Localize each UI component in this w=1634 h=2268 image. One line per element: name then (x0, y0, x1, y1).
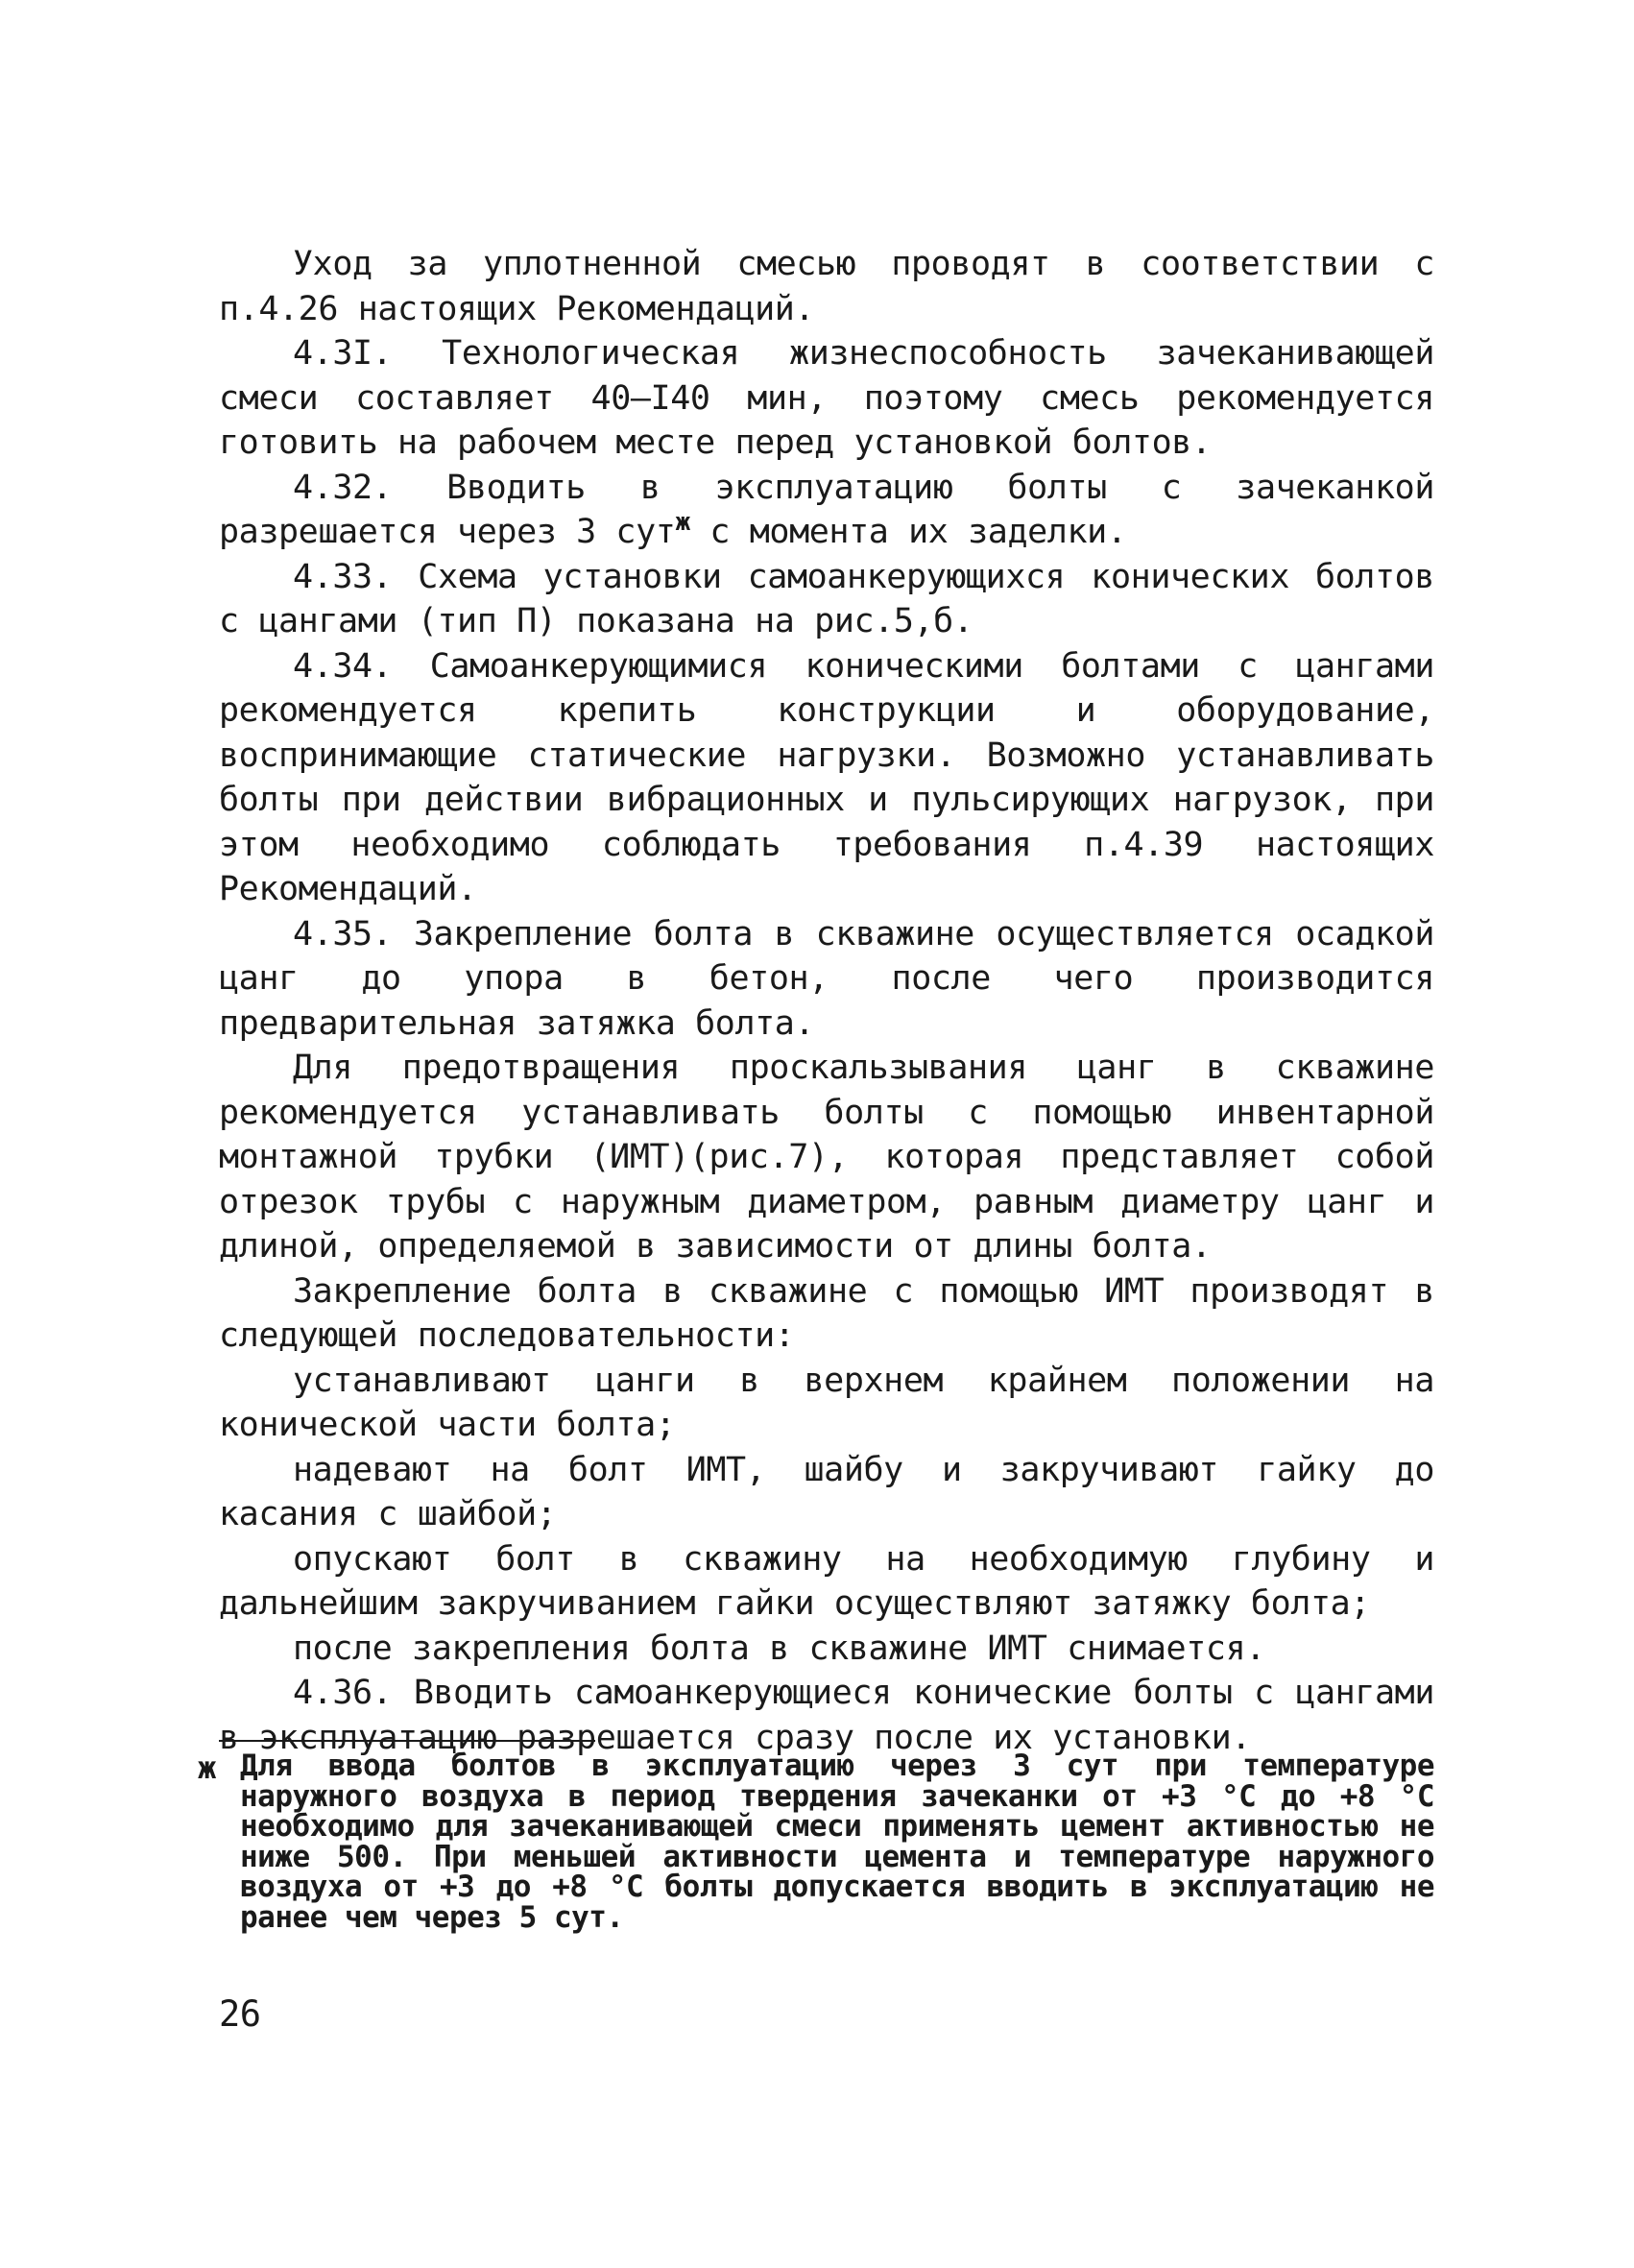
paragraph-4-36: 4.36. Вводить самоанкерующиеся конические болты с цангами в эксплуатацию разрешается сразу после их установки. (219, 1674, 1434, 1757)
page-number: 26 (219, 1993, 261, 2035)
body-text (219, 242, 1434, 1760)
footnote-marker: ж (198, 1749, 217, 1786)
paragraph-4-32 (219, 466, 1434, 555)
list-step-1: устанавливают цанги в верхнем крайнем положении на конической части болта; (219, 1361, 1434, 1444)
paragraph-4-35: 4.35. Закрепление болта в скважине осуществляется осадкой цанг до упора в бетон, после чего производится предварительная затяжка болта. (219, 914, 1434, 1043)
paragraph-sequence: Закрепление болта в скважине с помощью ИМТ производят в следующей последовательности: (219, 1271, 1434, 1355)
list-step-4: после закрепления болта в скважине ИМТ снимается. (293, 1629, 1265, 1668)
footnote-text: Для ввода болтов в эксплуатацию через 3 сут при температуре наружного воздуха в период твердения зачеканки от +3 °С до +8 °С необходимо для зачеканивающей смеси применять цемент активностью не ниже 500. При меньшей активности цемента и температуре наружного воздуха от +3 до +8 °С болты допускается вводить в эксплуатацию не ранее чем через 5 сут. (240, 1749, 1434, 1935)
paragraph-4-32-text-end: с момента их заделки. (689, 513, 1127, 551)
paragraph-4-31: 4.3I. Технологическая жизнеспособность зачеканивающей смеси составляет 40–I40 мин, поэтому смесь рекомендуется готовить на рабочем месте перед установкой болтов. (219, 334, 1434, 462)
footnote-divider (219, 1740, 595, 1742)
paragraph-care: Уход за уплотненной смесью проводят в соответствии с п.4.26 настоящих Рекомендаций. (219, 245, 1434, 328)
list-step-2: надевают на болт ИМТ, шайбу и закручивают гайку до касания с шайбой; (219, 1450, 1434, 1533)
paragraph-4-34: 4.34. Самоанкерующимися коническими болтами с цангами рекомендуется крепить конструкции и оборудование, воспринимающие статические нагрузки. Возможно устанавливать болты при действии вибрационных и пульсирующих нагрузок, при этом необходимо соблюдать требования п.4.39 настоящих Рекомендаций. (219, 646, 1434, 908)
paragraph-prevent-slip: Для предотвращения проскальзывания цанг в скважине рекомендуется устанавливать болты с помощью инвентарной монтажной трубки (ИМТ)(рис.7), которая представляет собой отрезок трубы с наружным диаметром, равным диаметру цанг и длиной, определяемой в зависимости от длины болта. (219, 1049, 1434, 1266)
list-step-3: опускают болт в скважину на необходимую глубину и дальнейшим закручиванием гайки осуществляют затяжку болта; (219, 1539, 1434, 1623)
paragraph-4-32-text: 4.32. Вводить в эксплуатацию болты с зачеканкой разрешается через 3 сут (219, 468, 1434, 551)
paragraph-4-33: 4.33. Схема установки самоанкерующихся конических болтов с цангами (тип П) показана на рис.5,б. (219, 557, 1434, 640)
footnote-reference-mark: ж (675, 508, 690, 537)
